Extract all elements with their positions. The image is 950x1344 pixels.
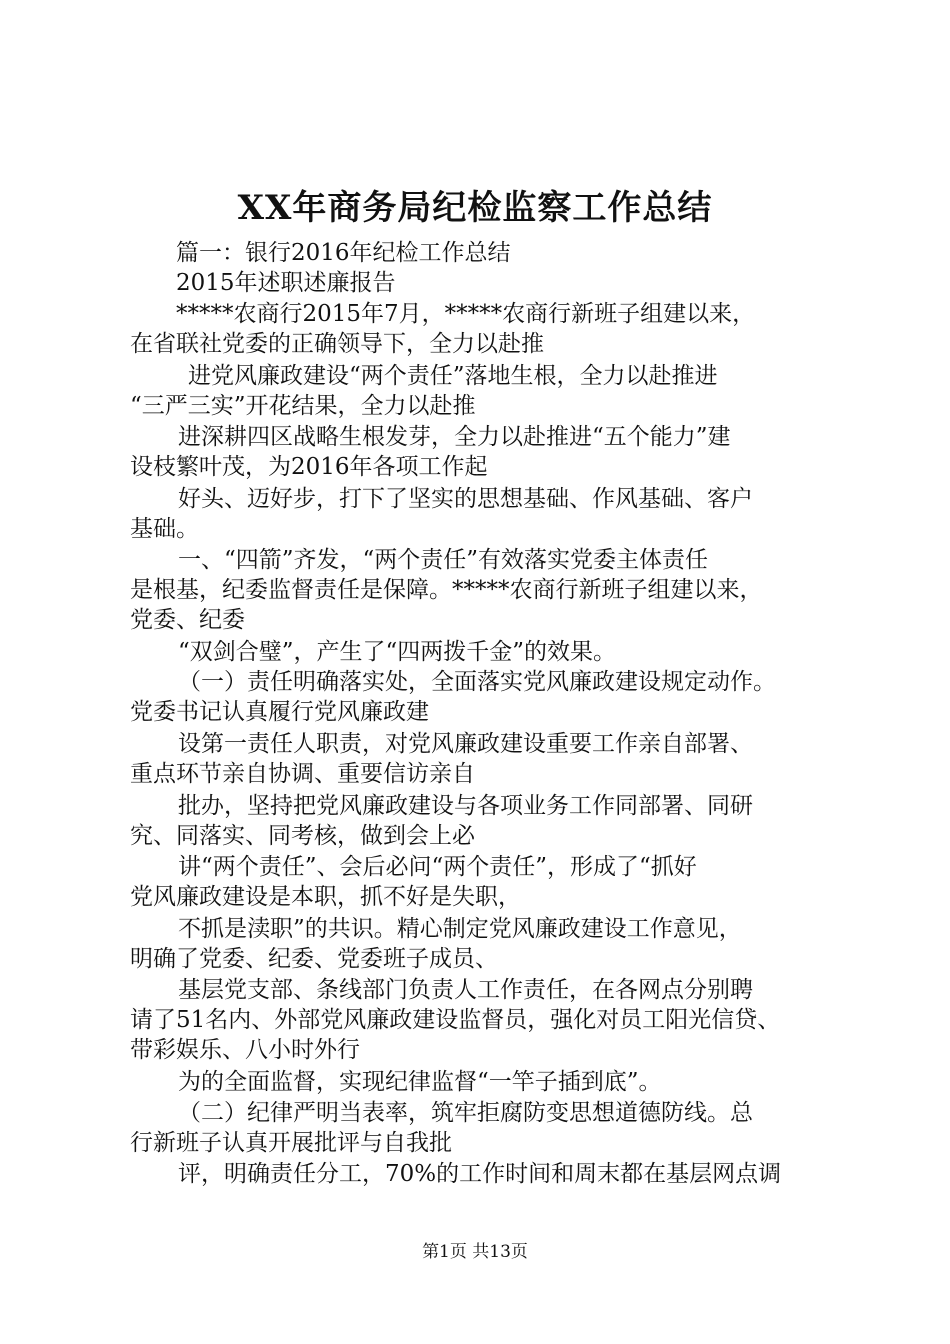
text-line: 行新班子认真开展批评与自我批	[130, 1130, 452, 1156]
text-line: （一）责任明确落实处，全面落实党风廉政建设规定动作。	[178, 669, 776, 695]
text-line: 党委、纪委	[130, 607, 245, 633]
text-line: 一、“四箭”齐发，“两个责任”有效落实党委主体责任	[178, 547, 709, 573]
text-line: 为的全面监督，实现纪律监督“一竿子插到底”。	[178, 1069, 662, 1095]
text-line: “三严三实”开花结果，全力以赴推	[130, 393, 476, 419]
text-line: 设第一责任人职责，对党风廉政建设重要工作亲自部署、	[178, 731, 753, 757]
text-line: 2015年述职述廉报告	[176, 270, 396, 296]
text-line: 不抓是渎职”的共识。精心制定党风廉政建设工作意见，	[178, 916, 742, 942]
text-line: 评，明确责任分工，70%的工作时间和周末都在基层网点调	[178, 1161, 782, 1187]
text-line: 是根基，纪委监督责任是保障。*****农商行新班子组建以来，	[130, 577, 763, 603]
text-line: 篇一：银行2016年纪检工作总结	[176, 240, 511, 266]
text-line: （二）纪律严明当表率，筑牢拒腐防变思想道德防线。总	[178, 1100, 753, 1126]
text-line: 党风廉政建设是本职，抓不好是失职，	[130, 884, 521, 910]
text-line: 究、同落实、同考核，做到会上必	[130, 823, 475, 849]
page-footer: 第1页 共13页	[422, 1242, 528, 1262]
text-line: 设枝繁叶茂，为2016年各项工作起	[130, 454, 488, 480]
text-line: 讲“两个责任”、会后必问“两个责任”，形成了“抓好	[178, 854, 697, 880]
text-line: 党委书记认真履行党风廉政建	[130, 699, 429, 725]
text-line: 明确了党委、纪委、党委班子成员、	[130, 946, 498, 972]
text-line: 进深耕四区战略生根发芽，全力以赴推进“五个能力”建	[178, 424, 731, 450]
document-title: XX年商务局纪检监察工作总结	[237, 188, 713, 228]
text-line: 进党风廉政建设“两个责任”落地生根，全力以赴推进	[188, 363, 718, 389]
text-line: 批办，坚持把党风廉政建设与各项业务工作同部署、同研	[178, 793, 753, 819]
text-line: “双剑合璧”，产生了“四两拨千金”的效果。	[178, 639, 617, 665]
text-line: 请了51名内、外部党风廉政建设监督员，强化对员工阳光信贷、	[130, 1007, 781, 1033]
text-line: 基础。	[130, 516, 199, 542]
text-line: 带彩娱乐、八小时外行	[130, 1037, 360, 1063]
text-line: 基层党支部、条线部门负责人工作责任，在各网点分别聘	[178, 977, 753, 1003]
text-line: 在省联社党委的正确领导下，全力以赴推	[130, 331, 544, 357]
text-line: 重点环节亲自协调、重要信访亲自	[130, 761, 475, 787]
text-line: *****农商行2015年7月，*****农商行新班子组建以来，	[176, 301, 756, 327]
text-line: 好头、迈好步，打下了坚实的思想基础、作风基础、客户	[178, 486, 753, 512]
